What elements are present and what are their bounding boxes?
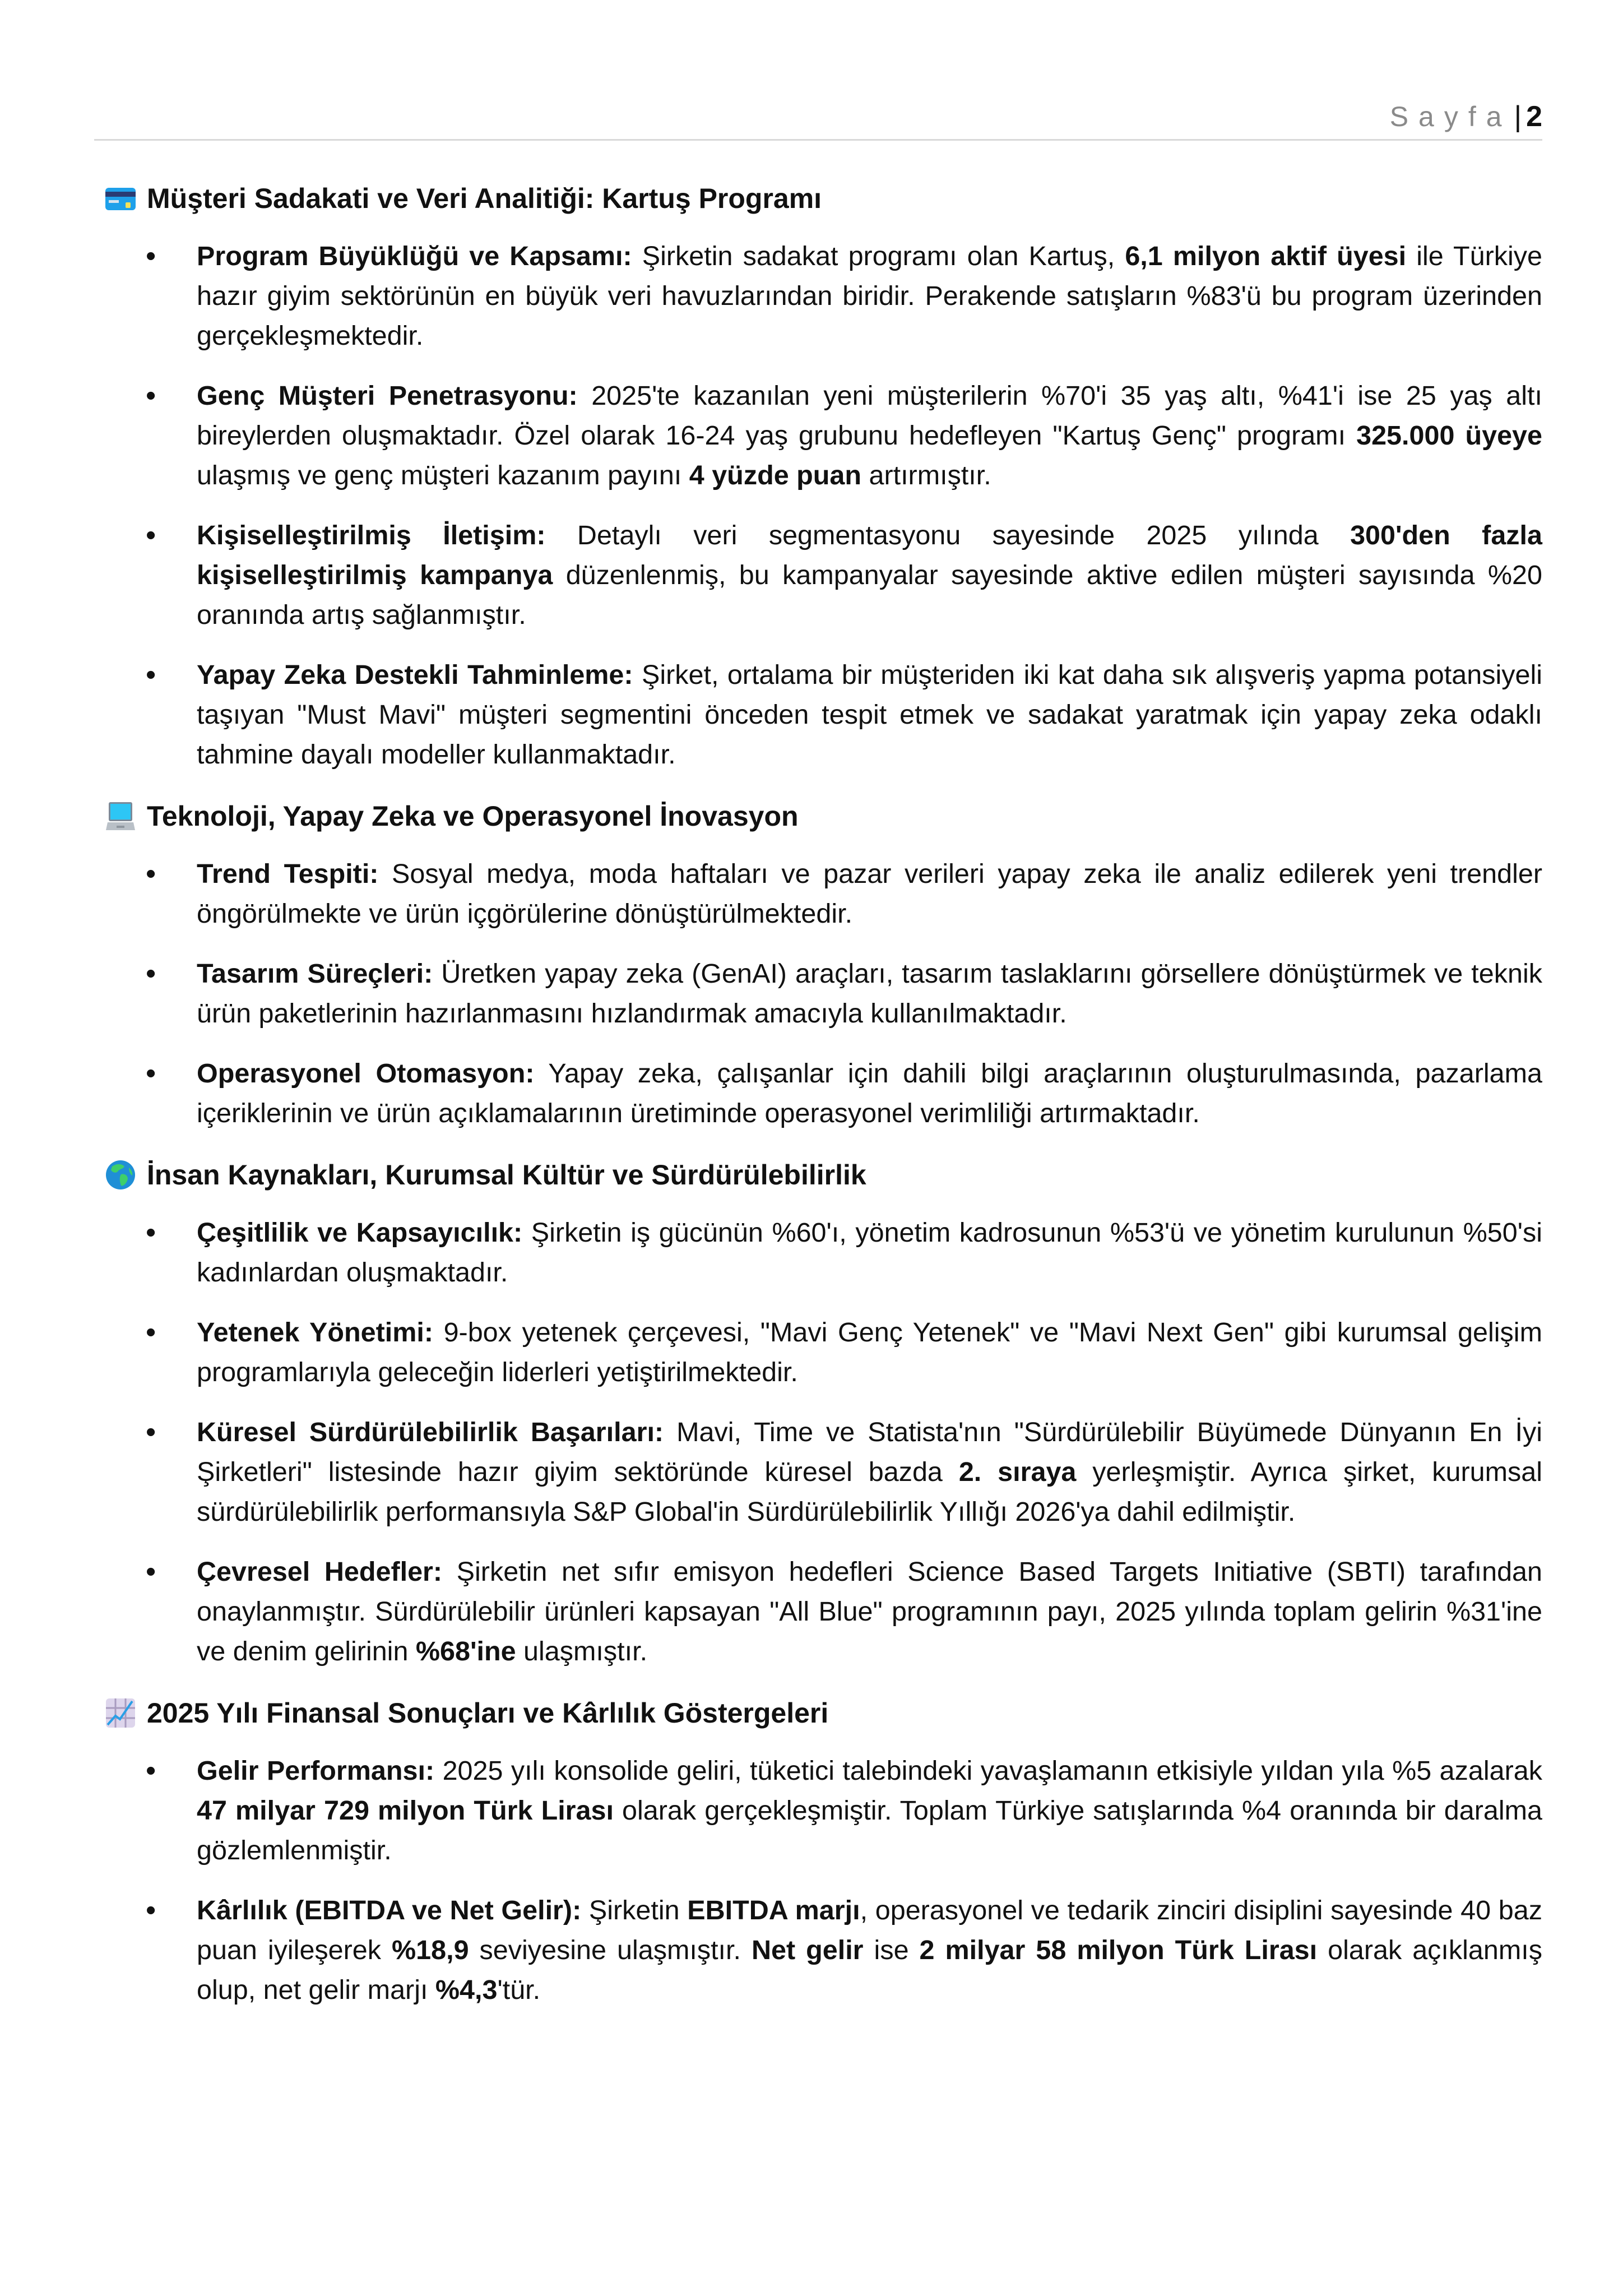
- list-item: [104, 1213, 1542, 1293]
- bullet-list: [104, 1213, 1542, 1672]
- item-text: seviyesine ulaşmıştır.: [469, 1935, 752, 1965]
- item-highlight: 6,1 milyon aktif üyesi: [1125, 241, 1407, 271]
- item-highlight: 2. sıraya: [958, 1457, 1077, 1487]
- page-separator: |: [1514, 100, 1522, 133]
- item-text: Şirketin net sıfır emisyon hedefleri Science Based Targets Initiative (SBTI) tarafından onaylanmıştır. Sürdürülebilir ürünleri kapsayan "All Blue" programının payı, 2025 yılında toplam gelirin %31'ine ve denim gelirinin: [197, 1557, 1542, 1667]
- chart-increasing-icon: [104, 1697, 137, 1729]
- section-title-text: 2025 Yılı Finansal Sonuçları ve Kârlılık Göstergeleri: [147, 1697, 829, 1729]
- item-label: Tasarım Süreçleri:: [197, 959, 433, 989]
- item-text: Üretken yapay zeka (GenAI) araçları, tasarım taslaklarını görsellere dönüştürmek ve teknik ürün paketlerinin hazırlanmasını hızlandırmak amacıyla kullanılmaktadır.: [197, 959, 1543, 1029]
- item-text: olarak gerçekleşmiştir. Toplam Türkiye satışlarında %4 oranında bir daralma gözlemlenmiştir.: [197, 1795, 1542, 1866]
- credit-card-icon: [104, 182, 137, 215]
- item-highlight: Net gelir: [751, 1935, 864, 1965]
- item-text: ile Türkiye hazır giyim sektörünün en büyük veri havuzlarından biridir. Perakende satışların %83'ü bu program üzerinden gerçekleşmektedir.: [197, 241, 1543, 351]
- item-highlight: 47 milyar 729 milyon Türk Lirası: [197, 1795, 614, 1826]
- item-text: Şirketin iş gücünün %60'ı, yönetim kadrosunun %53'ü ve yönetim kurulunun %50'si kadınlardan oluşmaktadır.: [197, 1218, 1542, 1288]
- list-item: [104, 1413, 1542, 1532]
- bullet-list: [104, 1751, 1542, 2010]
- item-label: Yapay Zeka Destekli Tahminleme:: [197, 660, 633, 690]
- item-text: 2025 yılı konsolide geliri, tüketici talebindeki yavaşlamanın etkisiyle yıldan yıla %5 azalarak: [434, 1756, 1542, 1786]
- section-title-text: Müşteri Sadakati ve Veri Analitiği: Kartuş Programı: [147, 183, 822, 214]
- item-label: Program Büyüklüğü ve Kapsamı:: [197, 241, 632, 271]
- section-title-text: Teknoloji, Yapay Zeka ve Operasyonel İnovasyon: [147, 800, 799, 832]
- item-text: , operasyonel ve tedarik zinciri disiplini sayesinde 40 baz puan iyileşerek: [197, 1895, 1542, 1965]
- list-item: [104, 1751, 1542, 1871]
- item-highlight: 2 milyar 58 milyon Türk Lirası: [919, 1935, 1318, 1965]
- section-loyalty: [104, 177, 1542, 775]
- list-item: [104, 854, 1542, 934]
- section-financials: [104, 1692, 1542, 2010]
- item-text: Şirket, ortalama bir müşteriden iki kat daha sık alışveriş yapma potansiyeli taşıyan "Must Mavi" müşteri segmentini önceden tespit etmek ve sadakat yaratmak için yapay zeka odaklı tahmine dayalı modeller kullanmaktadır.: [197, 660, 1542, 770]
- item-text: ulaşmıştır.: [516, 1636, 648, 1667]
- item-highlight: 325.000 üyeye: [1356, 420, 1542, 451]
- item-text: ise: [863, 1935, 920, 1965]
- item-text: Şirketin sadakat programı olan Kartuş,: [632, 241, 1125, 271]
- page-header: [94, 94, 1542, 141]
- item-text: 2025'te kazanılan yeni müşterilerin %70'i 35 yaş altı, %41'i ise 25 yaş altı bireylerden oluşmaktadır. Özel olarak 16-24 yaş grubunu hedefleyen "Kartuş Genç" programı: [197, 381, 1542, 451]
- item-highlight: 4 yüzde puan: [689, 460, 861, 490]
- section-heading: [104, 1692, 1542, 1734]
- item-label: Çevresel Hedefler:: [197, 1557, 443, 1587]
- item-label: Gelir Performansı:: [197, 1756, 435, 1786]
- item-text: düzenlenmiş, bu kampanyalar sayesinde aktive edilen müşteri sayısında %20 oranında artış sağlanmıştır.: [197, 560, 1542, 630]
- section-hr-sustainability: [104, 1154, 1542, 1672]
- section-title-text: İnsan Kaynakları, Kurumsal Kültür ve Sürdürülebilirlik: [147, 1159, 866, 1191]
- list-item: [104, 1552, 1542, 1672]
- item-text: Yapay zeka, çalışanlar için dahili bilgi araçlarının oluşturulmasında, pazarlama içeriklerinin ve ürün açıklamalarının üretiminde operasyonel verimliliği artırmaktadır.: [197, 1058, 1542, 1128]
- item-text: Şirketin: [581, 1895, 688, 1925]
- page-number: 2: [1526, 100, 1542, 133]
- item-label: Çeşitlilik ve Kapsayıcılık:: [197, 1218, 523, 1248]
- section-heading: [104, 177, 1542, 220]
- item-highlight: %4,3: [435, 1975, 498, 2005]
- item-highlight: EBITDA marjı: [687, 1895, 860, 1925]
- item-label: Küresel Sürdürülebilirlik Başarıları:: [197, 1417, 664, 1447]
- item-text: Sosyal medya, moda haftaları ve pazar verileri yapay zeka ile analiz edilerek yeni trendler öngörülmekte ve ürün içgörülerine dönüştürülmektedir.: [197, 859, 1543, 929]
- section-technology: [104, 795, 1542, 1133]
- item-label: Kişiselleştirilmiş İletişim:: [197, 520, 546, 550]
- item-text: Mavi, Time ve Statista'nın "Sürdürülebilir Büyümede Dünyanın En İyi Şirketleri" listesinde hazır giyim sektöründe küresel bazda: [197, 1417, 1542, 1487]
- item-text: artırmıştır.: [861, 460, 991, 490]
- globe-icon: [104, 1159, 137, 1191]
- item-label: Operasyonel Otomasyon:: [197, 1058, 535, 1089]
- laptop-icon: [104, 800, 137, 832]
- item-label: Trend Tespiti:: [197, 859, 379, 889]
- item-text: 9-box yetenek çerçevesi, "Mavi Genç Yetenek" ve "Mavi Next Gen" gibi kurumsal gelişim programlarıyla geleceğin liderleri yetiştirilmektedir.: [197, 1317, 1542, 1387]
- item-highlight: %18,9: [392, 1935, 469, 1965]
- list-item: [104, 237, 1542, 356]
- page-label: Sayfa: [1389, 101, 1512, 132]
- item-text: Detaylı veri segmentasyonu sayesinde 2025 yılında: [545, 520, 1351, 550]
- bullet-list: [104, 854, 1542, 1133]
- item-text: ulaşmış ve genç müşteri kazanım payını: [197, 460, 689, 490]
- list-item: [104, 1313, 1542, 1392]
- item-text: olarak açıklanmış olup, net gelir marjı: [197, 1935, 1543, 2005]
- item-text: 'tür.: [497, 1975, 541, 2005]
- item-highlight: %68'ine: [415, 1636, 516, 1667]
- item-label: Kârlılık (EBITDA ve Net Gelir):: [197, 1895, 582, 1925]
- list-item: [104, 516, 1542, 635]
- list-item: [104, 954, 1542, 1034]
- section-heading: [104, 1154, 1542, 1196]
- list-item: [104, 1054, 1542, 1133]
- list-item: [104, 376, 1542, 496]
- bullet-list: [104, 237, 1542, 775]
- document-body: [104, 177, 1542, 2030]
- item-highlight: 300'den fazla kişiselleştirilmiş kampanya: [197, 520, 1542, 590]
- section-heading: [104, 795, 1542, 837]
- item-label: Genç Müşteri Penetrasyonu:: [197, 381, 578, 411]
- list-item: [104, 655, 1542, 775]
- item-text: yerleşmiştir. Ayrıca şirket, kurumsal sürdürülebilirlik performansıyla S&P Global'in Sürdürülebilirlik Yıllığı 2026'ya dahil edilmiştir.: [197, 1457, 1542, 1527]
- item-label: Yetenek Yönetimi:: [197, 1317, 433, 1348]
- list-item: [104, 1891, 1542, 2010]
